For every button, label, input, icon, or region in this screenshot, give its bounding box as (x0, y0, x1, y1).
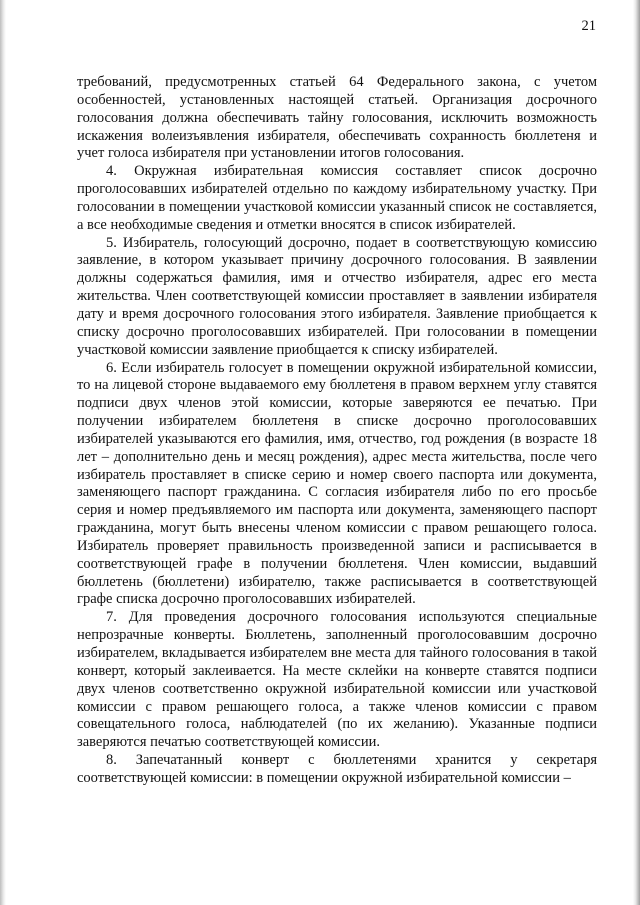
paragraph-4: 4. Окружная избирательная комиссия составляет список досрочно проголосовавших избирателей отдельно по каждому избирательному участку. При голосовании в помещении участковой комиссии указанный список не составляется, а все необходимые сведения и отметки вносятся в список избирателей. (77, 163, 597, 233)
scan-edge-left (0, 0, 6, 905)
scan-edge-right (633, 0, 640, 905)
paragraph-7: 7. Для проведения досрочного голосования используются специальные непрозрачные конверты. Бюллетень, заполненный проголосовавшим досрочно избирателем, вкладывается избирателем вне места для тайного голосования в такой конверт, который заклеивается. На месте склейки на конверте ставятся подписи двух членов соответственно окружной избирательной комиссии или участковой комиссии с правом решающего голоса, а также членов комиссии с правом совещательного голоса, наблюдателей (по их желанию). Указанные подписи заверяются печатью соответствующей комиссии. (77, 609, 597, 751)
paragraph-5: 5. Избиратель, голосующий досрочно, подает в соответствующую комиссию заявление, в котором указывает причину досрочного голосования. В заявлении должны содержаться фамилия, имя и отчество избирателя, адрес его места жительства. Член соответствующей комиссии проставляет в заявлении избирателя дату и время досрочного голосования этого избирателя. Заявление приобщается к списку досрочно проголосовавших избирателей. При голосовании в помещении участковой комиссии заявление приобщается к списку избирателей. (77, 234, 597, 358)
body-text (77, 74, 597, 788)
page-number: 21 (581, 18, 596, 34)
paragraph-6: 6. Если избиратель голосует в помещении окружной избирательной комиссии, то на лицевой стороне выдаваемого ему бюллетеня в правом верхнем углу ставятся подписи двух членов этой комиссии, которые заверяются ее печатью. При получении избирателем бюллетеня в списке досрочно проголосовавших избирателей указываются его фамилия, имя, отчество, год рождения (в возрасте 18 лет – дополнительно день и месяц рождения), адрес места жительства, после чего избиратель проставляет в списке серию и номер своего паспорта или документа, заменяющего паспорт гражданина. С согласия избирателя либо по его просьбе серия и номер предъявляемого им паспорта или документа, заменяющего паспорт гражданина, могут быть внесены членом комиссии с правом решающего голоса. Избиратель проверяет правильность произведенной записи и расписывается в соответствующей графе в получении бюллетеня. Член комиссии, выдавший бюллетень (бюллетени) избирателю, также расписывается в соответствующей графе списка досрочно проголосовавших избирателей. (77, 359, 597, 608)
paragraph-8: 8. Запечатанный конверт с бюллетенями хранится у секретаря соответствующей комиссии: в помещении окружной избирательной комиссии – (77, 752, 597, 786)
paragraph-continuation: требований, предусмотренных статьей 64 Федерального закона, с учетом особенностей, установленных настоящей статьей. Организация досрочного голосования должна обеспечивать тайну голосования, исключить возможность искажения волеизъявления избирателя, обеспечивать сохранность бюллетеня и учет голоса избирателя при установлении итогов голосования. (77, 74, 597, 162)
